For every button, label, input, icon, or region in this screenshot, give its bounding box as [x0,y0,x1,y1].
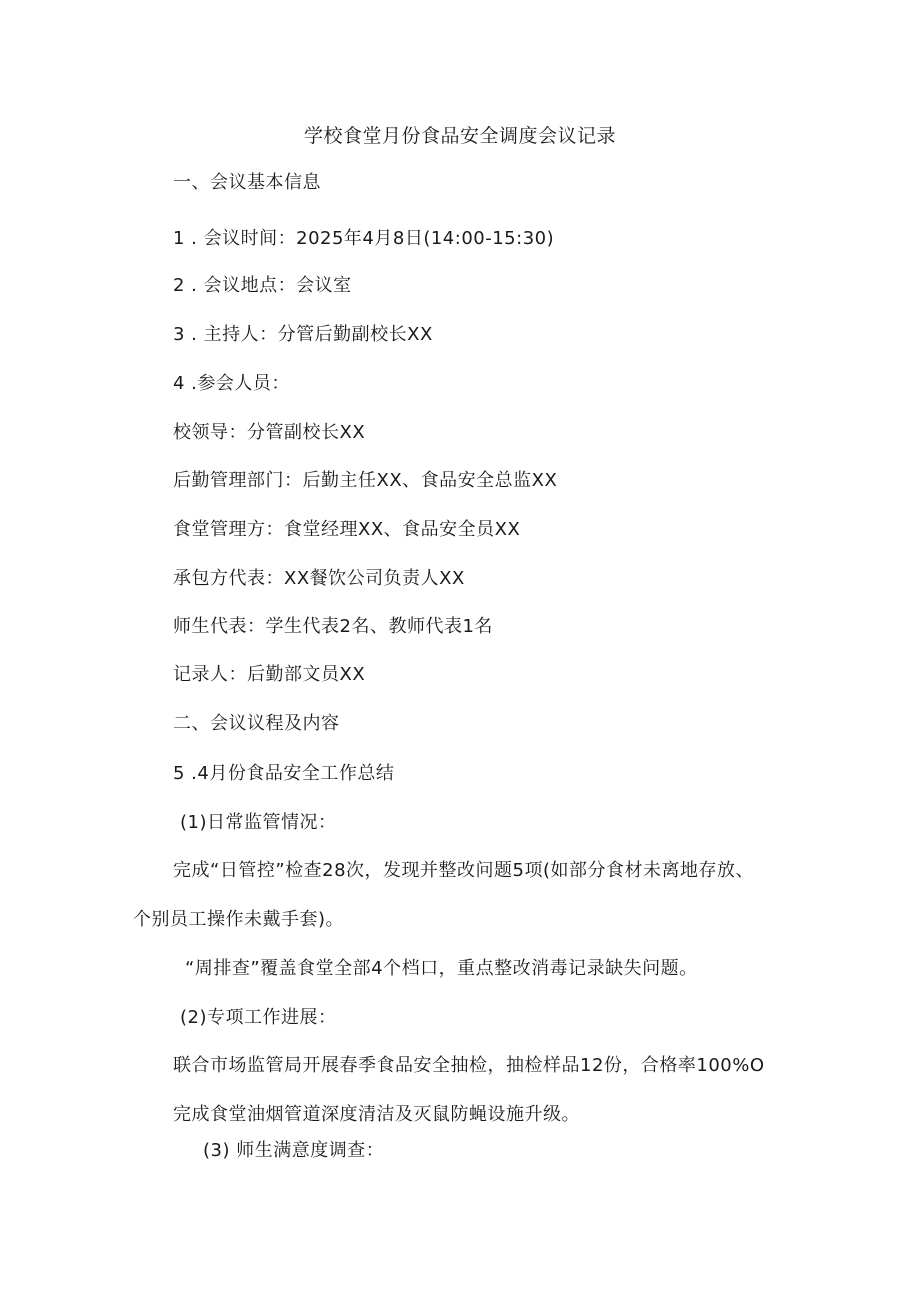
paragraph-line: 联合市场监管局开展春季食品安全抽检，抽检样品12份，合格率100%O [173,1055,765,1076]
attendee-line: 师生代表：学生代表2名、教师代表1名 [173,616,493,637]
meeting-time: 1 . 会议时间：2025年4月8日(14:00-15:30) [173,228,555,249]
paragraph-line: 完成食堂油烟管道深度清洁及灭鼠防蝇设施升级。 [173,1104,580,1125]
attendee-line: 食堂管理方：食堂经理XX、食品安全员XX [173,519,521,540]
subsection-3-heading: (3) 师生满意度调查： [203,1140,385,1161]
subsection-1-heading: (1)日常监管情况： [180,812,337,833]
meeting-host: 3 . 主持人：分管后勤副校长XX [173,324,433,345]
paragraph-line: “周排查”覆盖食堂全部4个档口，重点整改消毒记录缺失问题。 [185,958,698,979]
attendees-label: 4 .参会人员： [173,373,290,394]
attendee-line: 后勤管理部门：后勤主任XX、食品安全总监XX [173,470,558,491]
document-title: 学校食堂月份食品安全调度会议记录 [303,125,616,147]
attendee-line: 校领导：分管副校长XX [173,422,366,443]
section2-heading: 二、会议议程及内容 [173,713,340,734]
paragraph-line: 个别员工操作未戴手套)。 [133,909,345,930]
subsection-2-heading: (2)专项工作进展： [180,1007,337,1028]
attendee-line: 承包方代表：XX餐饮公司负责人XX [173,568,465,589]
agenda-item-5: 5 .4月份食品安全工作总结 [173,763,395,784]
paragraph-line: 完成“日管控”检查28次，发现并整改问题5项(如部分食材未离地存放、 [173,860,755,881]
meeting-location: 2 . 会议地点：会议室 [173,275,352,296]
recorder-line: 记录人：后勤部文员XX [173,664,366,685]
section1-heading: 一、会议基本信息 [173,172,321,193]
